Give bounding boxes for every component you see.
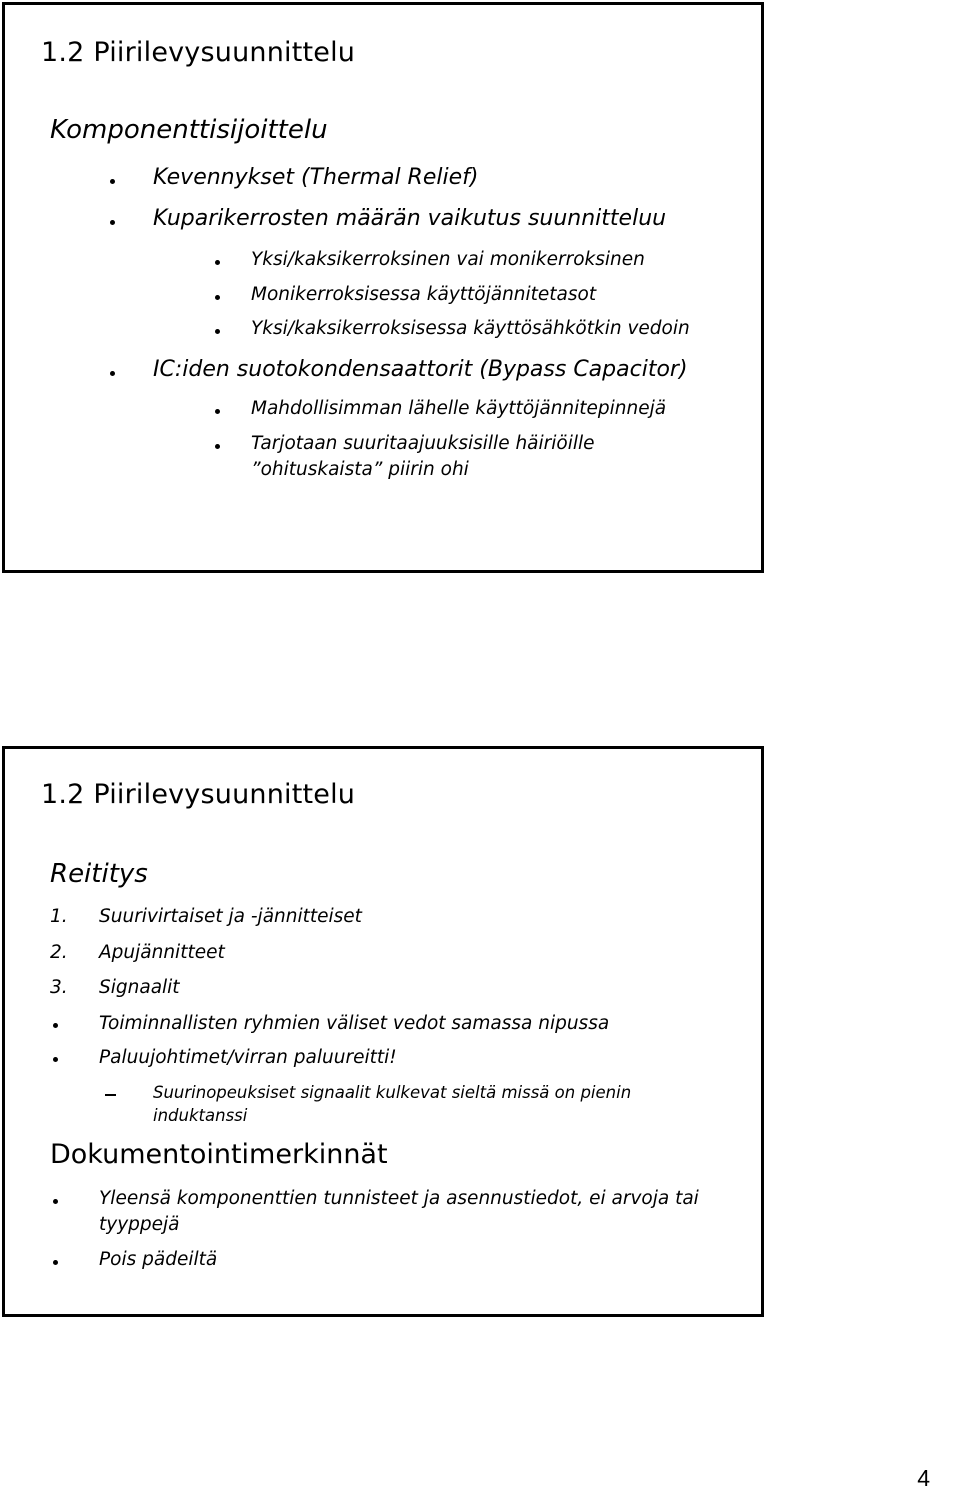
page-number: 4	[917, 1465, 930, 1491]
bullet-icon	[53, 1260, 58, 1265]
bullet-icon	[215, 329, 220, 334]
list-item: Paluujohtimet/virran paluureitti!	[99, 1047, 397, 1068]
sub-item-continuation: induktanssi	[153, 1106, 248, 1125]
list-item: Tarjotaan suuritaajuuksisille häiriöille	[251, 433, 595, 454]
bullet-icon	[110, 220, 115, 225]
list-item: Kevennykset (Thermal Relief)	[153, 165, 479, 190]
list-item: Mahdollisimman lähelle käyttöjännitepinnejä	[251, 398, 667, 419]
list-item: Yksi/kaksikerroksinen vai monikerroksinen	[251, 249, 645, 270]
bullet-icon	[215, 444, 220, 449]
numbered-item: Apujännitteet	[99, 942, 225, 963]
bullet-icon	[110, 371, 115, 376]
sub-item: Suurinopeuksiset signaalit kulkevat sieltä missä on pienin	[153, 1083, 632, 1102]
list-item: Yleensä komponenttien tunnisteet ja asennustiedot, ei arvoja tai	[99, 1188, 699, 1209]
bullet-icon	[215, 260, 220, 265]
bullet-icon	[53, 1023, 58, 1028]
numbered-item: Signaalit	[99, 977, 180, 998]
bullet-icon	[215, 409, 220, 414]
list-item: Pois pädeiltä	[99, 1249, 218, 1270]
bullet-icon	[110, 179, 115, 184]
list-item-continuation: ”ohituskaista” piirin ohi	[251, 459, 469, 480]
list-item: Toiminnallisten ryhmien väliset vedot samassa nipussa	[99, 1013, 610, 1034]
slide-1	[2, 2, 764, 573]
bullet-icon	[215, 295, 220, 300]
section-heading: Reititys	[50, 859, 148, 889]
bullet-icon	[53, 1057, 58, 1062]
slide-title: 1.2 Piirilevysuunnittelu	[41, 37, 356, 68]
list-item: Monikerroksisessa käyttöjännitetasot	[251, 284, 597, 305]
dash-icon	[105, 1094, 116, 1096]
section-heading: Komponenttisijoittelu	[50, 115, 328, 145]
list-item-continuation: tyyppejä	[99, 1214, 180, 1235]
list-item: Kuparikerrosten määrän vaikutus suunnitteluu	[153, 206, 667, 231]
bullet-icon	[53, 1199, 58, 1204]
section-heading-2: Dokumentointimerkinnät	[50, 1139, 388, 1170]
list-number: 1.	[50, 906, 68, 927]
slide-title: 1.2 Piirilevysuunnittelu	[41, 779, 356, 810]
list-number: 3.	[50, 977, 68, 998]
list-item: Yksi/kaksikerroksisessa käyttösähkötkin vedoin	[251, 318, 690, 339]
list-item: IC:iden suotokondensaattorit (Bypass Capacitor)	[153, 357, 688, 382]
slide-2	[2, 746, 764, 1317]
numbered-item: Suurivirtaiset ja -jännitteiset	[99, 906, 362, 927]
list-number: 2.	[50, 942, 68, 963]
